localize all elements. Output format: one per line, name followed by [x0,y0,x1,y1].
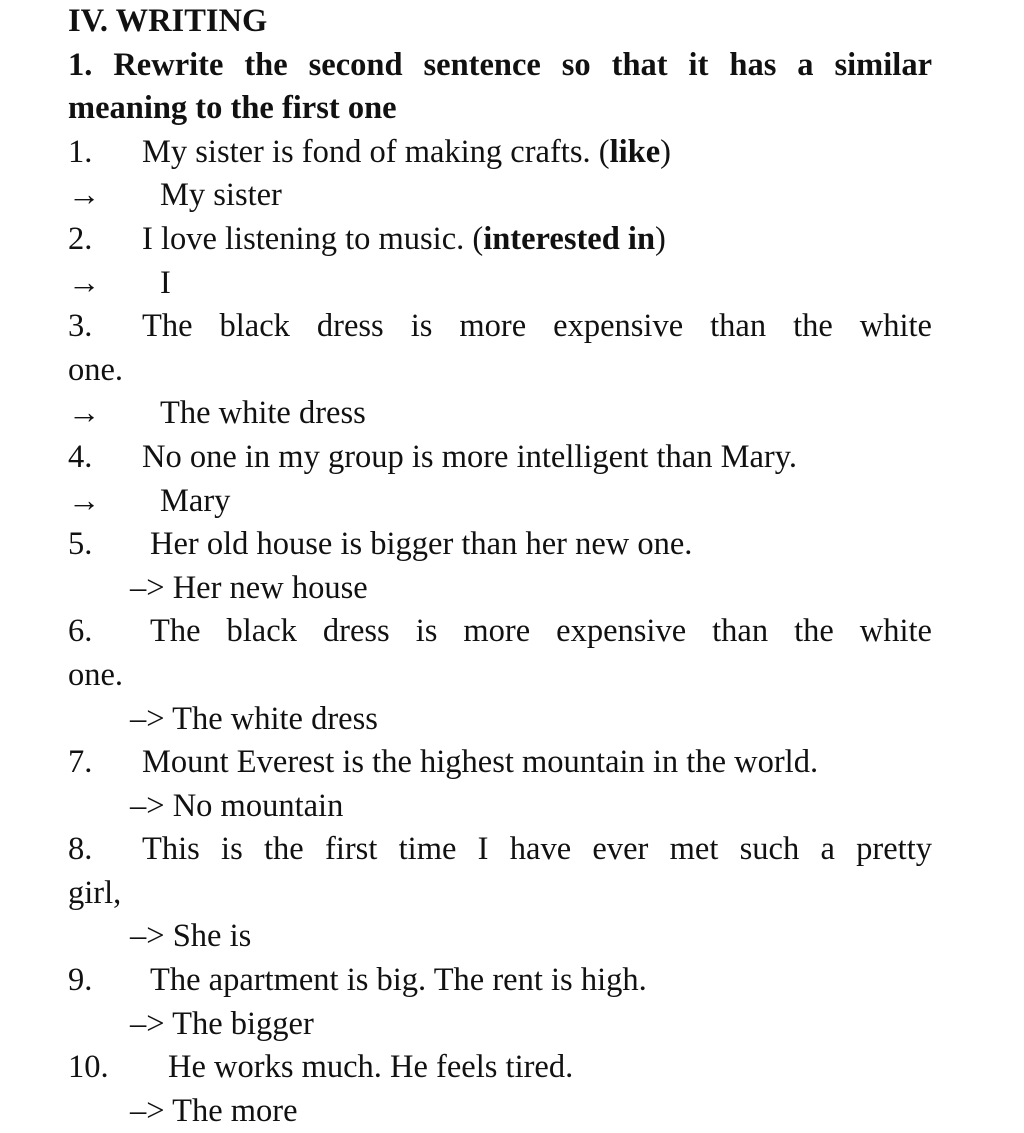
answer-1 [68,174,932,218]
instruction-line-2: meaning to the first one [68,90,397,127]
arrow-icon: → [68,264,101,301]
question-5 [68,523,932,567]
question-8 [68,828,932,872]
question-number: 10. [68,1049,109,1086]
question-6 [68,610,932,654]
instruction-line-1: 1. Rewrite the second sentence so that it has a similar [68,46,932,83]
answer-2 [68,262,932,306]
arrow-icon: → [68,177,101,214]
question-9 [68,959,932,1003]
keyword-close: ) [655,220,666,257]
question-1 [68,131,932,175]
question-number: 2. [68,220,93,257]
question-number: 1. [68,133,93,170]
answer-prompt: My sister [160,177,282,214]
question-6-continuation: one. [68,656,124,693]
question-sentence: The black dress is more expensive than the white [150,613,932,650]
answer-prompt: Mary [160,482,231,519]
question-sentence: Mount Everest is the highest mountain in the world. [142,744,819,781]
question-3-continuation: one. [68,351,124,388]
question-number: 4. [68,438,93,475]
question-sentence: This is the first time I have ever met such a pretty [142,831,932,868]
question-sentence: The black dress is more expensive than the white [142,308,932,345]
answer-7: –> No mountain [130,787,344,824]
question-sentence: No one in my group is more intelligent than Mary. [142,438,797,475]
question-3 [68,305,932,349]
answer-3 [68,392,932,436]
answer-6: –> The white dress [130,700,378,737]
question-sentence: The apartment is big. The rent is high. [150,962,647,999]
worksheet-page [68,0,932,1133]
question-number: 7. [68,744,93,781]
question-number: 5. [68,526,93,563]
question-sentence: Her old house is bigger than her new one. [150,526,693,563]
question-number: 3. [68,308,93,345]
keyword-close: ) [660,133,671,170]
question-10 [68,1046,932,1090]
answer-8: –> She is [130,918,252,955]
question-sentence: My sister is fond of making crafts. ( [142,133,610,170]
answer-9: –> The bigger [130,1005,314,1042]
question-number: 9. [68,962,93,999]
question-sentence: He works much. He feels tired. [168,1049,574,1086]
question-2 [68,218,932,262]
section-title: IV. WRITING [68,3,268,39]
answer-5: –> Her new house [130,569,368,606]
question-4 [68,436,932,480]
question-7 [68,741,932,785]
answer-10: –> The more [130,1092,298,1129]
answer-prompt: The white dress [160,395,366,432]
answer-4 [68,480,932,524]
question-sentence: I love listening to music. ( [142,220,484,257]
keyword: interested in [483,220,656,257]
question-number: 8. [68,831,93,868]
answer-prompt: I [160,264,171,301]
keyword: like [609,133,661,170]
arrow-icon: → [68,482,101,519]
question-number: 6. [68,613,93,650]
arrow-icon: → [68,395,101,432]
question-8-continuation: girl, [68,874,122,911]
